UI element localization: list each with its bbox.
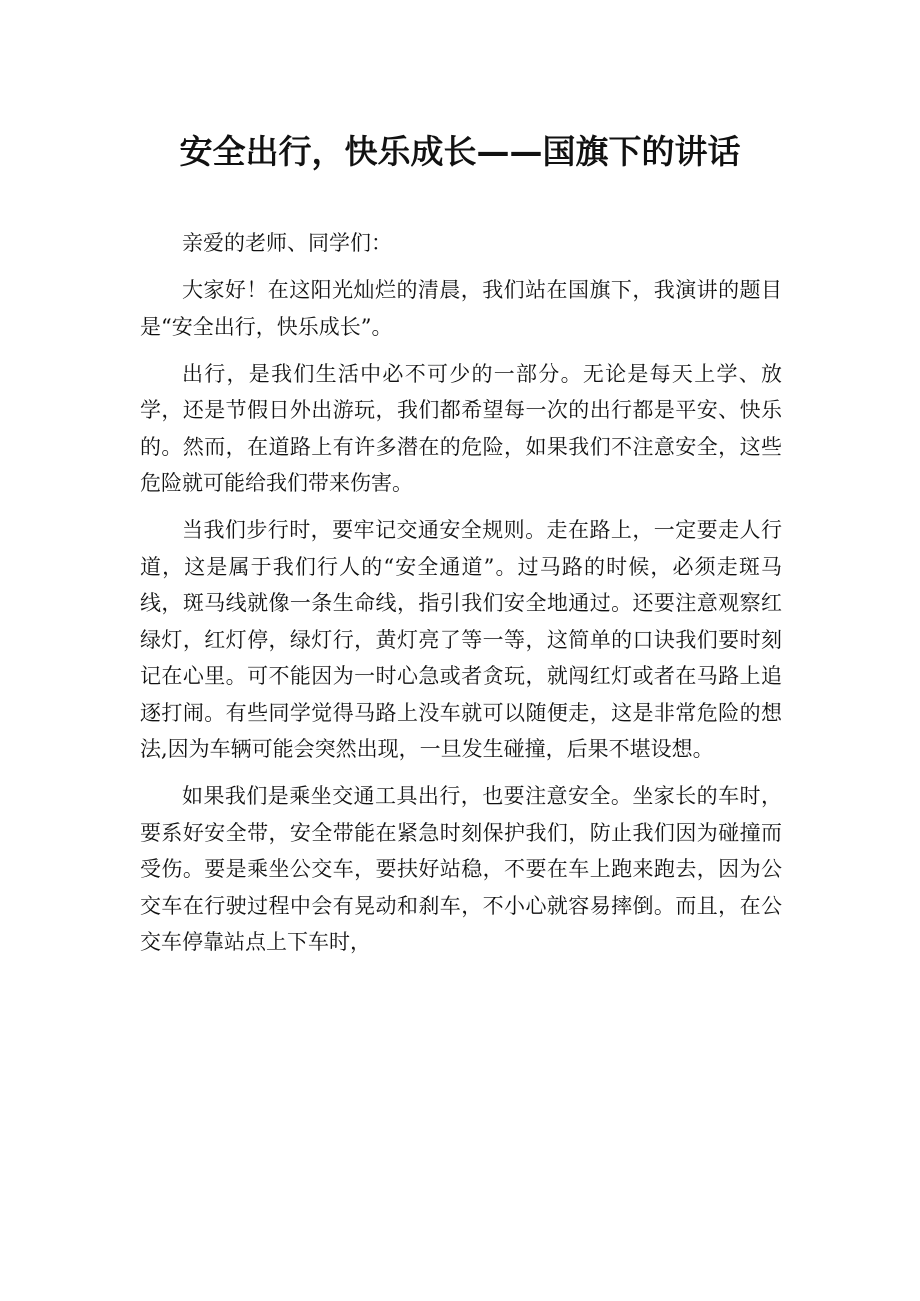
document-body xyxy=(140,225,782,971)
body-paragraph-vehicles: 如果我们是乘坐交通工具出行，也要注意安全。坐家长的车时，要系好安全带，安全带能在紧急时刻保护我们，防止我们因为碰撞而受伤。要是乘坐公交车，要扶好站稳，不要在车上跑来跑去，因为公交车在行驶过程中会有晃动和刹车，不小心就容易摔倒。而且，在公交车停靠站点上下车时， xyxy=(140,784,782,954)
salutation-paragraph: 亲爱的老师、同学们： xyxy=(182,231,392,255)
document-title: 安全出行，快乐成长——国旗下的讲话 xyxy=(179,132,741,171)
body-paragraph-travel: 出行，是我们生活中必不可少的一部分。无论是每天上学、放学，还是节假日外出游玩，我们都希望每一次的出行都是平安、快乐的。然而，在道路上有许多潜在的危险，如果我们不注意安全，这些危险就可能给我们带来伤害。 xyxy=(140,361,782,495)
greeting-paragraph: 大家好！在这阳光灿烂的清晨，我们站在国旗下，我演讲的题目是“安全出行，快乐成长”。 xyxy=(140,278,782,339)
body-paragraph-walking: 当我们步行时，要牢记交通安全规则。走在路上，一定要走人行道，这是属于我们行人的“安全通道”。过马路的时候，必须走斑马线，斑马线就像一条生命线，指引我们安全地通过。还要注意观察红绿灯，红灯停，绿灯行，黄灯亮了等一等，这简单的口诀我们要时刻记在心里。可不能因为一时心急或者贪玩，就闯红灯或者在马路上追逐打闹。有些同学觉得马路上没车就可以随便走，这是非常危险的想法,因为车辆可能会突然出现，一旦发生碰撞，后果不堪设想。 xyxy=(140,518,782,761)
